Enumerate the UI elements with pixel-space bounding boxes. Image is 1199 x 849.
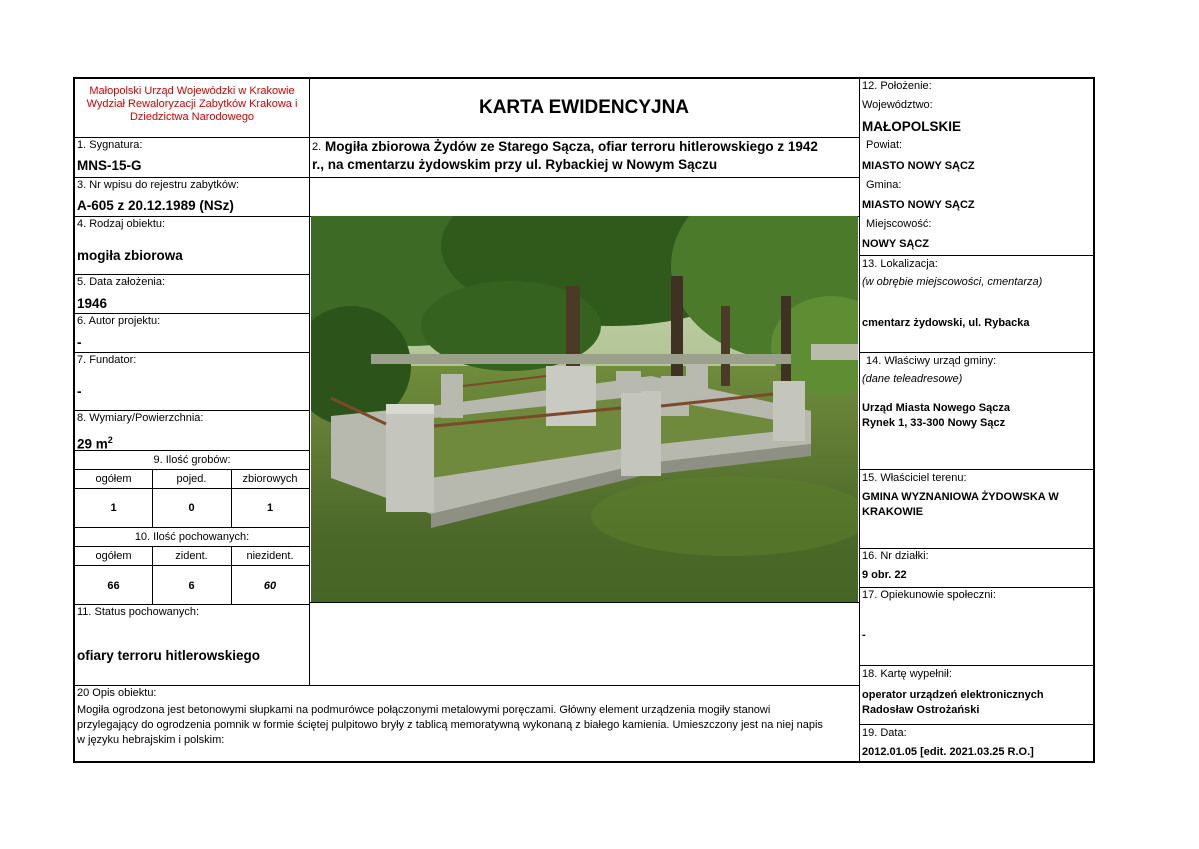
nr-wpisu-value: A-605 z 20.12.1989 (NSz) [77, 198, 234, 213]
rodzaj-label: 4. Rodzaj obiektu: [77, 218, 166, 230]
opis-line1: Mogiła ogrodzona jest betonowymi słupkami na podmurówce połączonymi metalowymi poręczami. Główny element urządzenia mogiły stanowi [77, 704, 771, 716]
wlasciciel-label: 15. Właściciel terenu: [862, 472, 967, 484]
grobow-value-pojed: 0 [188, 502, 195, 514]
urzad-label: 14. Właściwy urząd gminy: [866, 355, 997, 367]
opiekunowie-value: - [862, 629, 866, 641]
wypelnil-line1: operator urządzeń elektronicznych [862, 689, 1044, 701]
lokalizacja-label: 13. Lokalizacja: [862, 258, 938, 270]
data-zalozenia-value: 1946 [77, 296, 108, 311]
grobow-value-zbiorowych: 1 [266, 502, 274, 514]
opis-line2: przylegający do ogrodzenia pomnik w formie ściętej pulpitowo bryły z tablicą memoratywną wykonaną z białego kamienia. Umieszczony jest na niej napis [77, 719, 823, 731]
grobow-header-ogolem: ogółem [95, 473, 132, 485]
pochowanych-header-niezident: niezident. [246, 550, 294, 562]
card-title: KARTA EWIDENCYJNA [478, 97, 690, 118]
fundator-label: 7. Fundator: [77, 354, 137, 366]
urzad-line1: Urząd Miasta Nowego Sącza [862, 402, 1010, 414]
status-value: ofiary terroru hitlerowskiego [77, 648, 261, 663]
pochowanych-label: 10. Ilość pochowanych: [134, 531, 250, 543]
wymiary-label: 8. Wymiary/Powierzchnia: [77, 412, 204, 424]
opis-label: 20 Opis obiektu: [77, 687, 157, 699]
sygnatura-label: 1. Sygnatura: [77, 139, 143, 151]
powiat-label: Powiat: [866, 139, 903, 151]
data-label: 19. Data: [862, 727, 907, 739]
grave-photo [311, 216, 858, 602]
gmina-value: MIASTO NOWY SĄCZ [862, 199, 975, 211]
object-number: 2. [312, 141, 322, 153]
urzad-hint: (dane teleadresowe) [862, 373, 963, 385]
pochowanych-value-ogolem: 66 [107, 580, 120, 592]
dzialka-label: 16. Nr działki: [862, 550, 929, 562]
wlasciciel-line2: KRAKOWIE [862, 506, 924, 518]
miejscowosc-value: NOWY SĄCZ [862, 238, 930, 250]
data-value: 2012.01.05 [edit. 2021.03.25 R.O.] [862, 746, 1034, 758]
wojewodztwo-label: Województwo: [862, 99, 933, 111]
wlasciciel-line1: GMINA WYZNANIOWA ŻYDOWSKA W [862, 491, 1059, 503]
dzialka-value: 9 obr. 22 [862, 569, 907, 581]
pochowanych-value-zident: 6 [188, 580, 195, 592]
wymiary-value: 29 $m^2$ [77, 435, 113, 452]
autor-value: - [77, 335, 82, 350]
object-title-line2: r., na cmentarzu żydowskim przy ul. Rybackiej w Nowym Sączu [312, 157, 718, 172]
institution-name: Małopolski Urząd Wojewódzki w Krakowie Wydział Rewaloryzacji Zabytków Krakowa i Dziedzictwa Narodowego [86, 85, 298, 123]
gmina-label: Gmina: [866, 179, 902, 191]
wypelnil-line2: Radosław Ostrożański [862, 704, 980, 716]
grobow-value-ogolem: 1 [110, 502, 117, 514]
autor-label: 6. Autor projektu: [77, 315, 161, 327]
pochowanych-value-niezident: 60 [263, 580, 277, 592]
grobow-label: 9. Ilość grobów: [153, 454, 231, 466]
sygnatura-value: MNS-15-G [77, 158, 142, 173]
fundator-value: - [77, 384, 82, 399]
lokalizacja-hint: (w obrębie miejscowości, cmentarza) [862, 276, 1043, 288]
status-label: 11. Status pochowanych: [77, 606, 200, 618]
wypelnil-label: 18. Kartę wypełnił: [862, 668, 952, 680]
lokalizacja-value: cmentarz żydowski, ul. Rybacka [862, 317, 1030, 329]
polozenie-label: 12. Położenie: [862, 80, 932, 92]
grave-photo-illustration [311, 216, 858, 602]
pochowanych-header-ogolem: ogółem [95, 550, 132, 562]
opis-line3: w języku hebrajskim i polskim: [77, 734, 225, 746]
powiat-value: MIASTO NOWY SĄCZ [862, 160, 975, 172]
opiekunowie-label: 17. Opiekunowie społeczni: [862, 589, 996, 601]
wojewodztwo-value: MAŁOPOLSKIE [862, 119, 962, 134]
object-title-line1: Mogiła zbiorowa Żydów ze Starego Sącza, ofiar terroru hitlerowskiego z 1942 [325, 139, 818, 154]
miejscowosc-label: Miejscowość: [866, 218, 932, 230]
grobow-header-zbiorowych: zbiorowych [242, 473, 298, 485]
record-card [73, 77, 1095, 763]
data-zalozenia-label: 5. Data założenia: [77, 276, 166, 288]
pochowanych-header-zident: zident. [175, 550, 208, 562]
nr-wpisu-label: 3. Nr wpisu do rejestru zabytków: [77, 179, 240, 191]
urzad-line2: Rynek 1, 33-300 Nowy Sącz [862, 417, 1006, 429]
rodzaj-value: mogiła zbiorowa [77, 248, 183, 263]
grobow-header-pojed: pojed. [176, 473, 207, 485]
